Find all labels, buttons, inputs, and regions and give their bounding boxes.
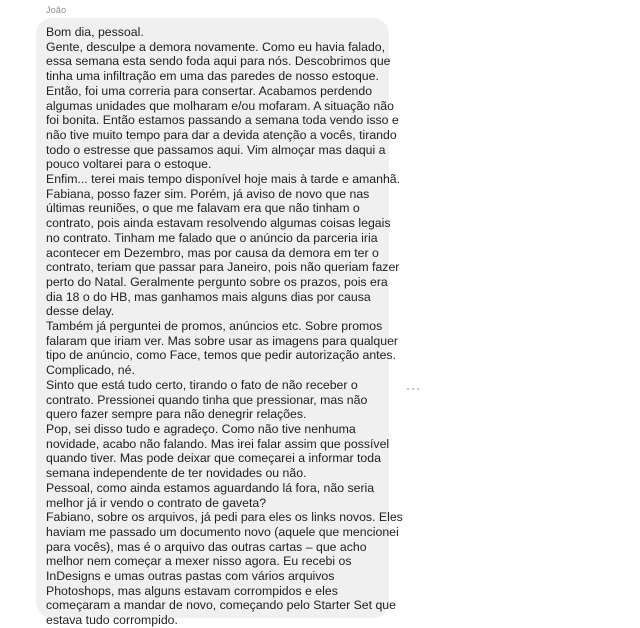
message-line: contrato, pois ainda estavam resolvendo algumas coisas legais <box>46 216 391 231</box>
message-line: estava tudo corrompido. <box>46 613 178 628</box>
message-line: Então, foi uma correria para consertar. Acabamos perdendo <box>46 83 373 98</box>
message-line: para vocês), mas é o arquivo das outras cartas – que acho <box>46 539 367 554</box>
message-line: desse delay. <box>46 304 115 319</box>
message-line: Fabiana, posso fazer sim. Porém, já aviso de novo que nas <box>46 186 370 201</box>
message-line: Pessoal, como ainda estamos aguardando lá fora, não seria <box>46 480 375 495</box>
message-line: novidade, acabo não falando. Mas irei falar assim que possível <box>46 436 390 451</box>
message-line: algumas unidades que molharam e/ou mofaram. A situação não <box>46 98 394 113</box>
message-line: InDesigns e umas outras pastas com vários arquivos <box>46 569 335 584</box>
message-line: melhor já ir vendo o contrato de gaveta? <box>46 495 267 510</box>
more-options-icon[interactable] <box>405 386 421 392</box>
more-dot <box>417 388 419 390</box>
message-line: dia 18 o do HB, mas ganhamos mais alguns dias por causa <box>46 289 371 304</box>
message-line: essa semana esta sendo foda aqui para nós. Descobrimos que <box>46 54 391 69</box>
message-line: tipo de anúncio, como Face, temos que pedir autorização antes. <box>46 348 396 363</box>
message-line: Pop, sei disso tudo e agradeço. Como não tive nenhuma <box>46 421 356 436</box>
message-line: não tive muito tempo para dar a devida atenção a vocês, tirando <box>46 127 397 142</box>
message-line: Enfim... terei mais tempo disponível hoje mais à tarde e amanhã. <box>46 172 401 187</box>
message-line: começaram a mandar de novo, começando pelo Starter Set que <box>46 598 396 613</box>
message-line: perto do Natal. Geralmente pergunto sobre os prazos, pois era <box>46 274 388 289</box>
message-line: pouco voltarei para o estoque. <box>46 157 212 172</box>
more-dot <box>407 388 409 390</box>
message-line: quero fazer sempre para não denegrir relações. <box>46 407 307 422</box>
message-line: Complicado, né. <box>46 363 135 378</box>
message-line: Sinto que está tudo certo, tirando o fato de não receber o <box>46 377 358 392</box>
message-line: tinha uma infiltração em uma das paredes de nosso estoque. <box>46 69 379 84</box>
message-line: Fabiano, sobre os arquivos, já pedi para eles os links novos. Eles <box>46 510 403 525</box>
message-line: contrato. Pressionei quando tinha que pressionar, mas não <box>46 392 368 407</box>
message-line: Photoshops, mas alguns estavam corrompidos e eles <box>46 583 338 598</box>
message-line: todo o estresse que passamos aqui. Vim almoçar mas daqui a <box>46 142 386 157</box>
message-text <box>46 25 403 628</box>
message-line: últimas reuniões, o que me falavam era que não tinham o <box>46 201 360 216</box>
message-line: Bom dia, pessoal. <box>46 25 144 39</box>
message-line: no contrato. Tinham me falado que o anúncio da parceria iria <box>46 230 378 245</box>
message-line: haviam me passado um documento novo (aquele que mencionei <box>46 524 399 539</box>
message-line: melhor nem começar a mexer nisso agora. Eu recebi os <box>46 554 352 569</box>
message-line: Gente, desculpe a demora novamente. Como eu havia falado, <box>46 39 386 54</box>
message-line: contrato, teriam que passar para Janeiro, pois não queriam fazer <box>46 260 400 275</box>
message-line: acontecer em Dezembro, mas por causa da demora em ter o <box>46 245 379 260</box>
message-line: semana independente de ter novidades ou não. <box>46 466 307 481</box>
message-line: Também já perguntei de promos, anúncios etc. Sobre promos <box>46 319 383 334</box>
sender-name: João <box>46 5 67 15</box>
message-bubble[interactable] <box>36 18 403 628</box>
message-line: foi bonita. Então estamos passando a semana toda vendo isso e <box>46 113 399 128</box>
more-dot <box>412 388 414 390</box>
message-line: quando tiver. Mas pode deixar que começarei a informar toda <box>46 451 381 466</box>
message-line: falaram que iriam ver. Mas sobre usar as imagens para qualquer <box>46 333 398 348</box>
